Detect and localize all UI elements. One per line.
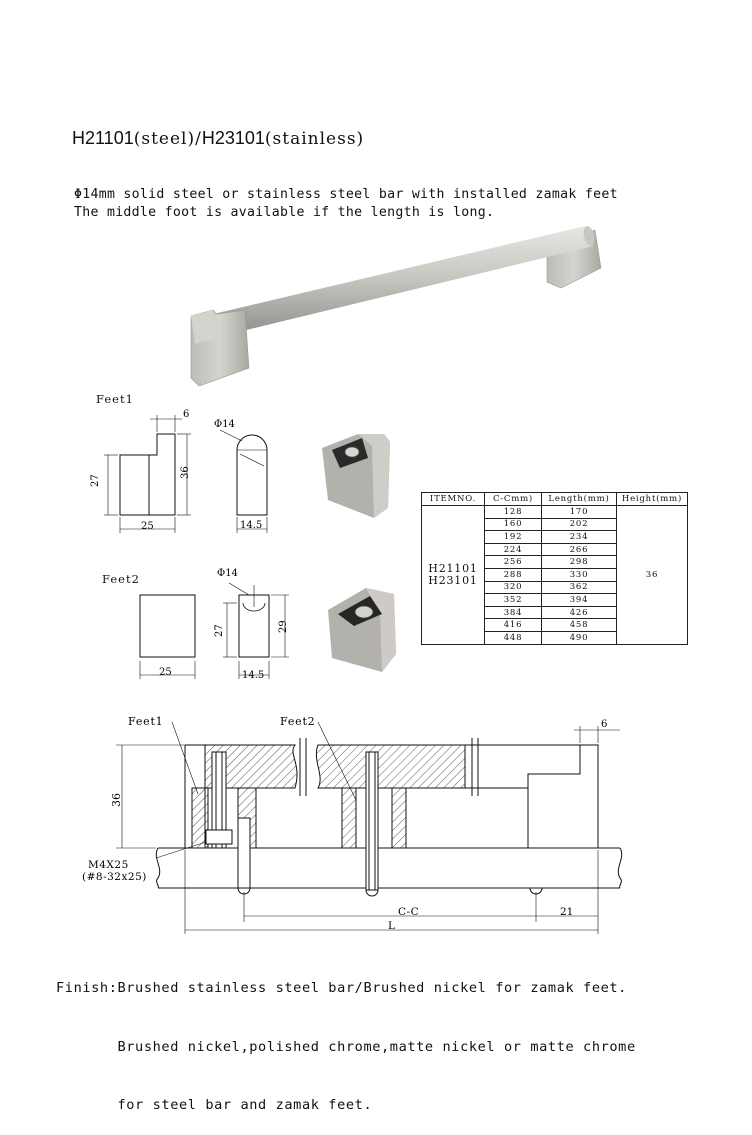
length-value: 170 [542,506,617,519]
item-number-1: H21101 [428,561,478,575]
finish-notes [56,940,636,1135]
feet1-label: Feet1 [96,392,134,406]
col-height: Height(mm) [617,493,688,506]
feet2-dim-14-5: 14.5 [242,670,265,681]
finish-line-2: Brushed nickel,polished chrome,matte nickel or matte chrome [56,1038,636,1055]
description-line-1: Φ14mm solid steel or stainless steel bar with installed zamak feet [74,187,618,202]
steel-label: (steel)/ [133,129,202,149]
model-stainless: H23101 [201,128,265,148]
assembly-dim-l: L [388,920,395,932]
col-cc: C-Cmm) [485,493,542,506]
length-value: 298 [542,556,617,569]
assembly-dim-21: 21 [560,906,574,918]
feet2-dim-25: 25 [159,667,172,678]
feet1-photo [318,428,398,520]
cc-value: 448 [485,631,542,644]
assembly-dim-36: 36 [110,793,123,807]
handle-photo [185,218,605,390]
cc-value: 160 [485,518,542,531]
feet2-dim-27: 27 [214,624,225,637]
assembly-drawing [80,710,640,938]
page-title [72,128,364,149]
stainless-label: (stainless) [264,129,365,149]
feet1-dim-36: 36 [180,466,191,479]
finish-line-1: Finish:Brushed stainless steel bar/Brushed nickel for zamak feet. [56,980,627,996]
description-line-2: The middle foot is available if the length is long. [74,205,495,220]
cc-value: 224 [485,543,542,556]
length-value: 426 [542,606,617,619]
assembly-dim-6: 6 [601,719,608,730]
cc-value: 352 [485,594,542,607]
length-value: 202 [542,518,617,531]
feet2-dim-diameter: Φ14 [217,568,238,579]
feet1-dim-6: 6 [183,409,190,420]
item-number-2: H23101 [428,573,478,587]
assembly-feet1-label: Feet1 [128,715,164,728]
length-value: 394 [542,594,617,607]
cc-value: 128 [485,506,542,519]
cc-value: 384 [485,606,542,619]
item-number-cell [422,506,485,645]
length-value: 490 [542,631,617,644]
feet1-drawing [90,405,290,540]
length-value: 266 [542,543,617,556]
feet2-dim-29: 29 [278,620,289,633]
screw-spec-2: (#8-32x25) [82,871,147,883]
cc-value: 288 [485,568,542,581]
cc-value: 256 [485,556,542,569]
feet2-drawing [125,565,300,685]
spec-table [421,492,688,645]
description [74,186,618,222]
length-value: 330 [542,568,617,581]
feet2-photo [324,584,404,676]
col-length: Length(mm) [542,493,617,506]
finish-line-3: for steel bar and zamak feet. [56,1097,373,1113]
height-value: 36 [617,506,688,645]
length-value: 362 [542,581,617,594]
feet1-dim-25: 25 [141,521,154,532]
feet1-dim-27: 27 [90,474,101,487]
model-steel: H21101 [72,128,134,148]
table-row [422,506,688,519]
assembly-dim-cc: C-C [398,906,420,918]
cc-value: 192 [485,531,542,544]
cc-value: 416 [485,619,542,632]
feet1-dim-14-5: 14.5 [240,520,263,531]
length-value: 234 [542,531,617,544]
cc-value: 320 [485,581,542,594]
assembly-feet2-label: Feet2 [280,715,316,728]
col-item-no: ITEMNO. [422,493,485,506]
length-value: 458 [542,619,617,632]
feet2-label: Feet2 [102,572,140,586]
feet1-dim-diameter: Φ14 [214,419,235,430]
spec-table-header [422,493,688,506]
screw-spec-1: M4X25 [88,859,129,871]
